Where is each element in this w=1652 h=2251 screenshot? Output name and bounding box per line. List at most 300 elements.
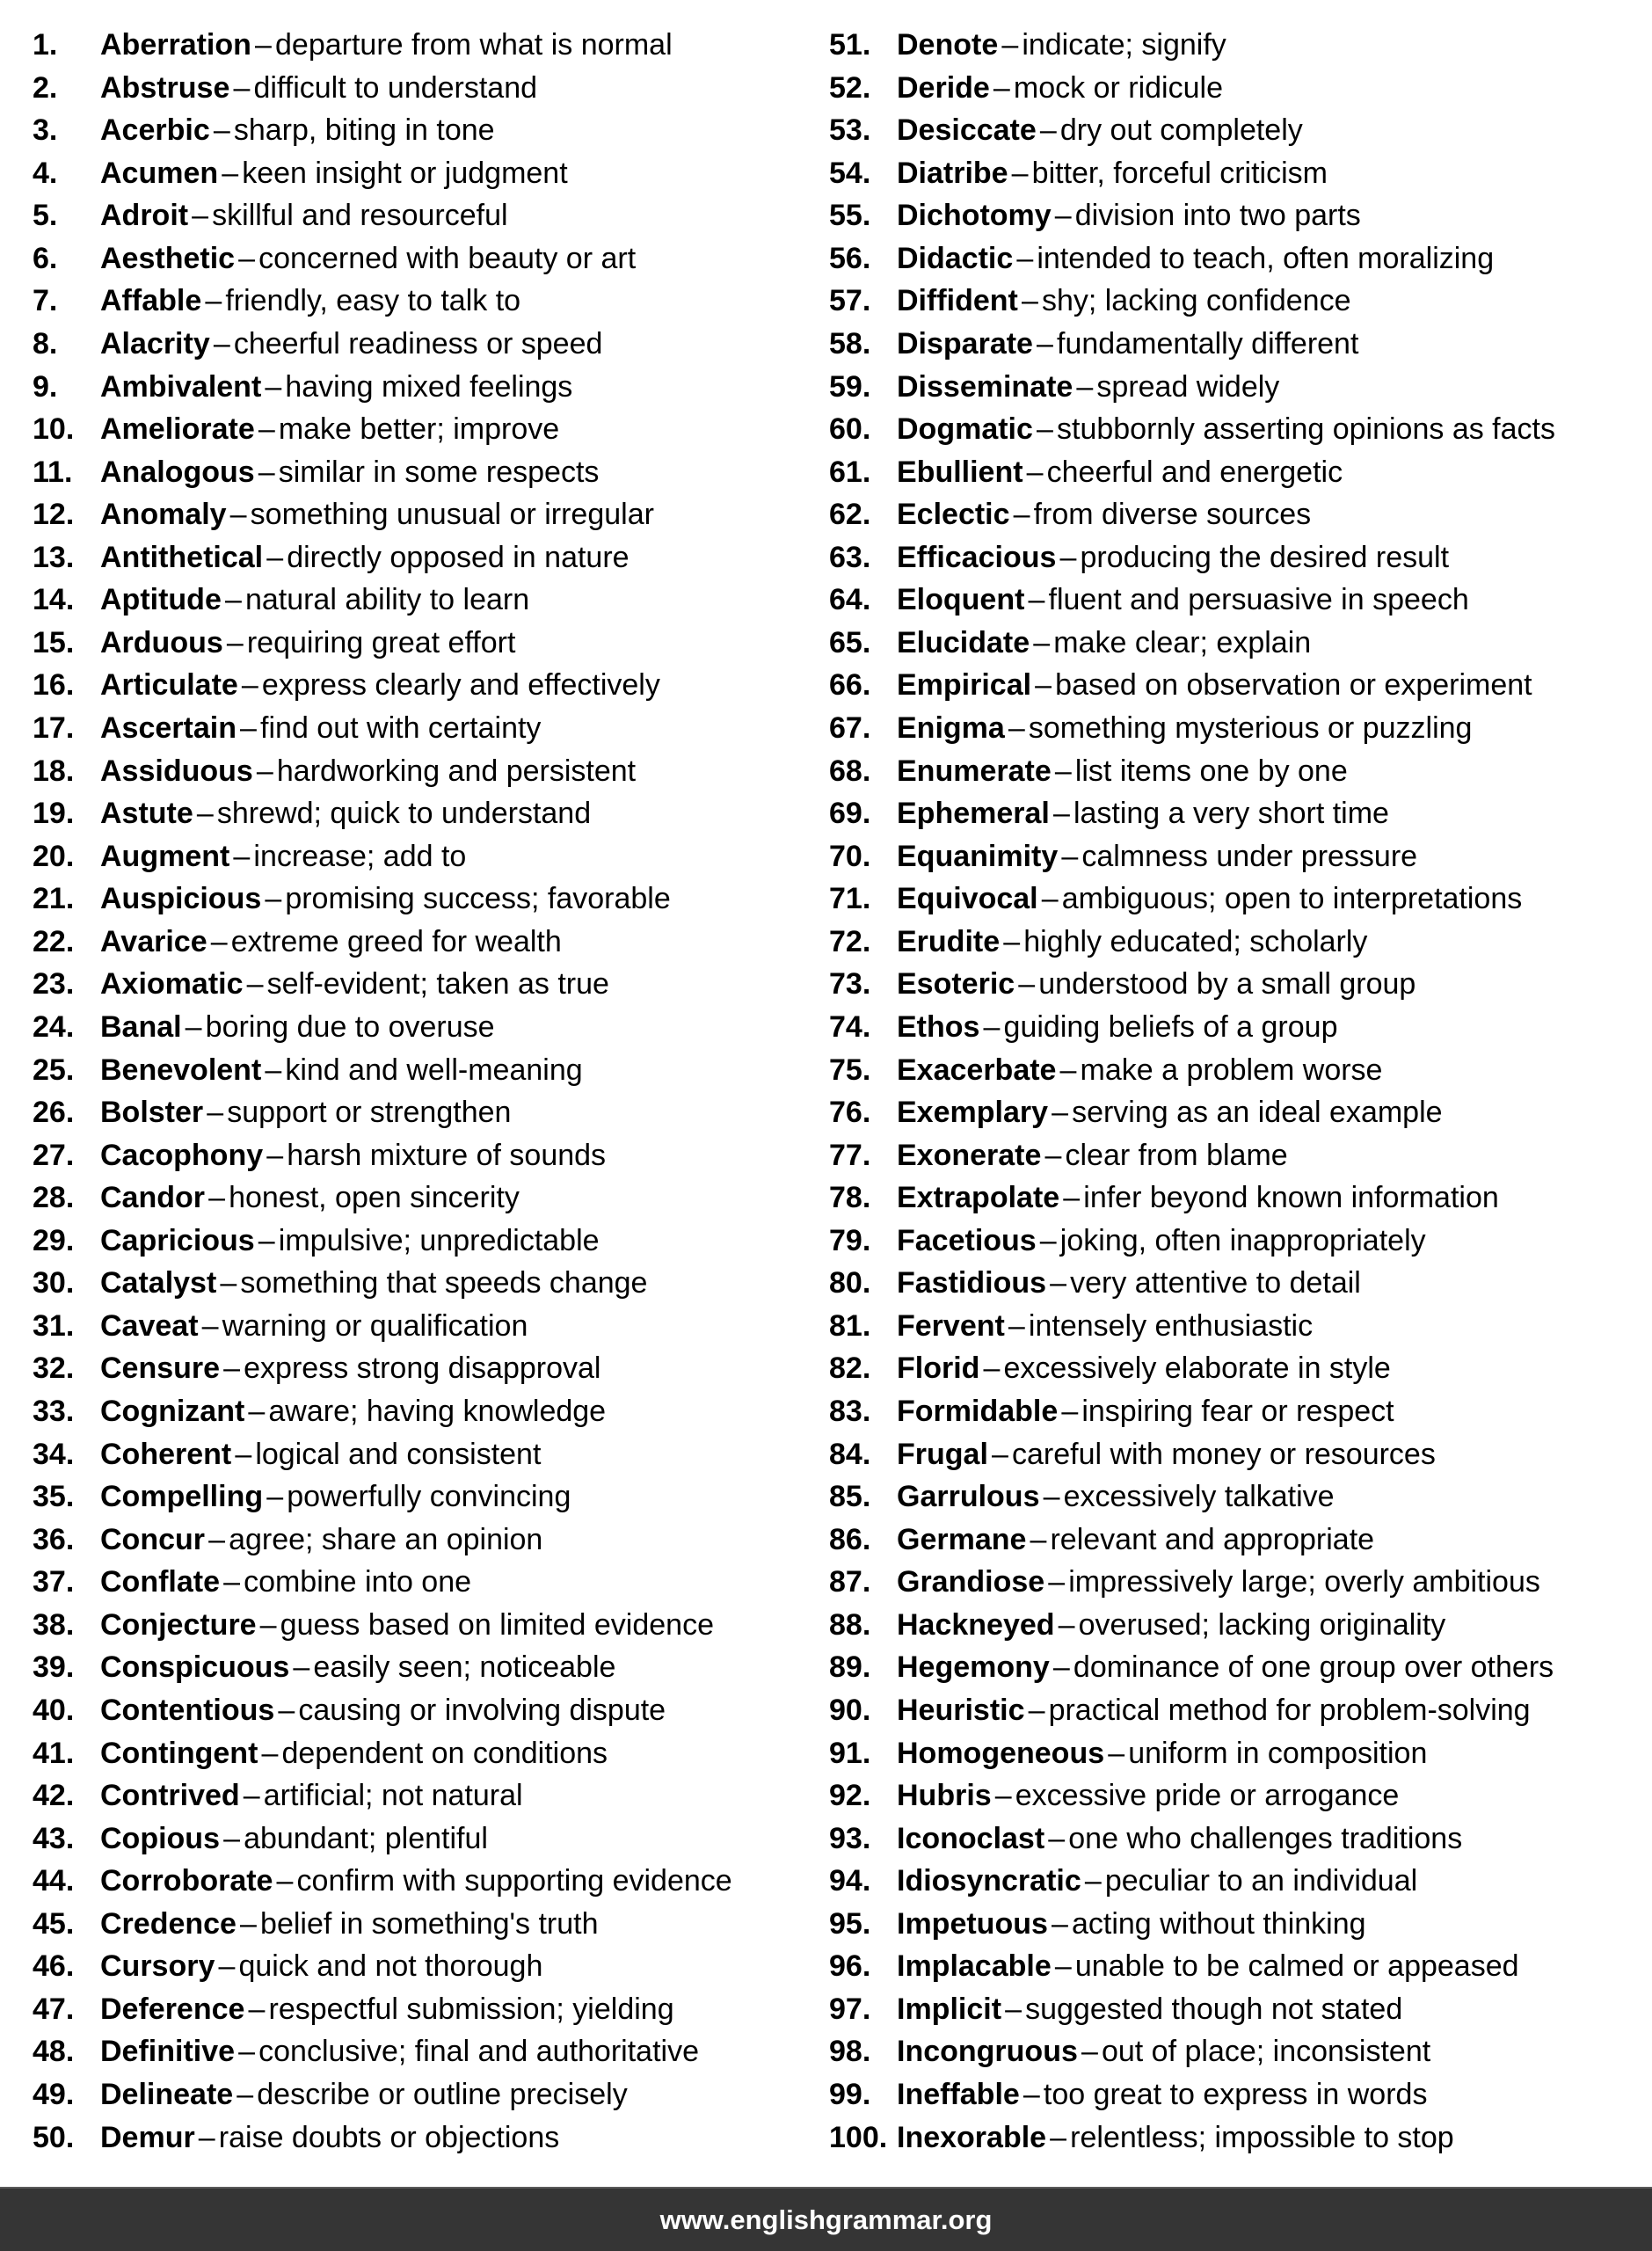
- dash-separator: –: [185, 1009, 202, 1044]
- item-number: 1.: [33, 28, 58, 62]
- dash-separator: –: [1021, 284, 1038, 318]
- vocabulary-definition: honest, open sincerity: [229, 1181, 520, 1215]
- vocabulary-definition: artificial; not natural: [263, 1779, 523, 1813]
- dash-separator: –: [261, 1736, 279, 1770]
- vocabulary-definition: out of place; inconsistent: [1101, 2035, 1431, 2069]
- dash-separator: –: [276, 1864, 294, 1898]
- vocabulary-definition: warning or qualification: [222, 1308, 528, 1343]
- item-number: 3.: [33, 113, 58, 148]
- dash-separator: –: [991, 1437, 1008, 1471]
- vocabulary-term: Formidable: [897, 1395, 1059, 1428]
- vocabulary-definition: overused; lacking originality: [1078, 1607, 1446, 1642]
- dash-separator: –: [192, 199, 209, 233]
- vocabulary-term: Exemplary: [897, 1096, 1048, 1130]
- item-number: 48.: [33, 2035, 75, 2069]
- dash-separator: –: [196, 797, 214, 831]
- item-number: 93.: [829, 1821, 871, 1855]
- vocabulary-item: [829, 1176, 1555, 1220]
- item-number: 32.: [33, 1351, 75, 1386]
- dash-separator: –: [1043, 1480, 1060, 1514]
- vocabulary-item: [33, 1134, 732, 1177]
- dash-separator: –: [993, 70, 1010, 105]
- vocabulary-term: Extrapolate: [897, 1181, 1060, 1215]
- item-number: 2.: [33, 70, 58, 105]
- item-number: 4.: [33, 156, 58, 190]
- item-number: 5.: [33, 199, 58, 233]
- dash-separator: –: [218, 1949, 236, 1984]
- vocabulary-definition: combine into one: [244, 1565, 472, 1599]
- item-number: 59.: [829, 369, 871, 404]
- vocabulary-definition: joking, often inappropriately: [1059, 1223, 1426, 1257]
- vocabulary-definition: sharp, biting in tone: [233, 113, 495, 148]
- vocabulary-term: Grandiose: [897, 1565, 1045, 1599]
- vocabulary-item: [33, 194, 732, 237]
- vocabulary-item: [829, 280, 1555, 323]
- vocabulary-item: [829, 1091, 1555, 1134]
- vocabulary-definition: causing or involving dispute: [298, 1693, 666, 1727]
- dash-separator: –: [1061, 1395, 1079, 1428]
- dash-separator: –: [1039, 1223, 1057, 1257]
- vocabulary-definition: express clearly and effectively: [261, 668, 660, 703]
- vocabulary-item: [33, 1519, 732, 1562]
- item-number: 52.: [829, 70, 871, 105]
- item-number: 38.: [33, 1607, 75, 1642]
- vocabulary-item: [829, 1262, 1555, 1305]
- vocabulary-item: [829, 2073, 1555, 2116]
- item-number: 43.: [33, 1821, 75, 1855]
- item-number: 56.: [829, 241, 871, 275]
- vocabulary-term: Astute: [100, 797, 193, 831]
- vocabulary-term: Candor: [100, 1181, 205, 1215]
- vocabulary-definition: make clear; explain: [1053, 625, 1312, 659]
- vocabulary-term: Enumerate: [897, 754, 1052, 788]
- vocabulary-definition: hardworking and persistent: [276, 754, 637, 788]
- item-number: 47.: [33, 1992, 75, 2026]
- dash-separator: –: [1003, 924, 1021, 958]
- vocabulary-definition: keen insight or judgment: [242, 156, 568, 190]
- vocabulary-item: [33, 408, 732, 451]
- dash-separator: –: [1028, 583, 1045, 617]
- vocabulary-item: [33, 1006, 732, 1049]
- dash-separator: –: [266, 1138, 284, 1172]
- dash-separator: –: [1033, 625, 1051, 659]
- vocabulary-term: Delineate: [100, 2078, 234, 2111]
- dash-separator: –: [266, 540, 284, 574]
- vocabulary-item: [33, 493, 732, 536]
- vocabulary-definition: directly opposed in nature: [287, 540, 630, 574]
- vocabulary-term: Fastidious: [897, 1266, 1047, 1300]
- item-number: 10.: [33, 412, 75, 447]
- vocabulary-definition: friendly, easy to talk to: [225, 284, 521, 318]
- dash-separator: –: [229, 498, 247, 532]
- footer-website-link[interactable]: www.englishgrammar.org: [659, 2204, 993, 2235]
- dash-separator: –: [265, 369, 282, 404]
- vocabulary-item: [829, 1988, 1555, 2031]
- item-number: 34.: [33, 1437, 75, 1471]
- item-number: 91.: [829, 1736, 871, 1770]
- vocabulary-term: Frugal: [897, 1437, 988, 1471]
- vocabulary-item: [33, 1860, 732, 1903]
- dash-separator: –: [1013, 498, 1030, 532]
- vocabulary-item: [33, 1262, 732, 1305]
- vocabulary-item: [33, 67, 732, 110]
- dash-separator: –: [1026, 455, 1044, 489]
- vocabulary-item: [33, 1347, 732, 1390]
- vocabulary-term: Hackneyed: [897, 1607, 1055, 1642]
- vocabulary-definition: intensely enthusiastic: [1028, 1308, 1314, 1343]
- item-number: 30.: [33, 1266, 75, 1300]
- dash-separator: –: [1030, 1522, 1047, 1556]
- dash-separator: –: [238, 2035, 256, 2069]
- vocabulary-term: Alacrity: [100, 326, 210, 361]
- vocabulary-definition: dry out completely: [1059, 113, 1303, 148]
- dash-separator: –: [1108, 1736, 1125, 1770]
- item-number: 75.: [829, 1053, 871, 1087]
- vocabulary-item: [829, 1646, 1555, 1689]
- vocabulary-item: [33, 1988, 732, 2031]
- dash-separator: –: [1084, 1864, 1102, 1898]
- vocabulary-term: Deference: [100, 1992, 245, 2026]
- dash-separator: –: [1005, 1992, 1022, 2026]
- vocabulary-item: [33, 1646, 732, 1689]
- vocabulary-definition: dependent on conditions: [281, 1736, 608, 1770]
- item-number: 98.: [829, 2035, 871, 2069]
- vocabulary-term: Banal: [100, 1009, 182, 1044]
- item-number: 94.: [829, 1864, 871, 1898]
- vocabulary-definition: aware; having knowledge: [268, 1395, 607, 1428]
- vocabulary-item: [829, 24, 1555, 67]
- vocabulary-item: [829, 237, 1555, 280]
- item-number: 44.: [33, 1864, 75, 1898]
- vocabulary-definition: suggested though not stated: [1025, 1992, 1403, 2026]
- vocabulary-term: Demur: [100, 2120, 195, 2154]
- dash-separator: –: [1041, 882, 1059, 916]
- vocabulary-item: [33, 878, 732, 921]
- dash-separator: –: [240, 711, 257, 745]
- vocabulary-item: [829, 493, 1555, 536]
- vocabulary-item: [33, 1433, 732, 1476]
- dash-separator: –: [1054, 1949, 1072, 1984]
- vocabulary-item: [33, 579, 732, 622]
- vocabulary-definition: list items one by one: [1074, 754, 1348, 788]
- vocabulary-item: [829, 1475, 1555, 1519]
- vocabulary-item: [829, 1945, 1555, 1988]
- vocabulary-term: Implacable: [897, 1949, 1052, 1984]
- vocabulary-item: [829, 2116, 1555, 2160]
- vocabulary-term: Abstruse: [100, 70, 230, 105]
- dash-separator: –: [265, 882, 282, 916]
- vocabulary-term: Homogeneous: [897, 1736, 1105, 1770]
- vocabulary-item: [33, 1689, 732, 1732]
- vocabulary-term: Florid: [897, 1351, 980, 1386]
- vocabulary-term: Ethos: [897, 1009, 980, 1044]
- vocabulary-term: Ameliorate: [100, 412, 255, 447]
- dash-separator: –: [259, 1607, 277, 1642]
- vocabulary-term: Catalyst: [100, 1266, 217, 1300]
- vocabulary-definition: agree; share an opinion: [229, 1522, 543, 1556]
- item-number: 41.: [33, 1736, 75, 1770]
- dash-separator: –: [1052, 1650, 1070, 1685]
- item-number: 37.: [33, 1565, 75, 1599]
- vocabulary-item: [829, 451, 1555, 494]
- vocabulary-item: [33, 451, 732, 494]
- vocabulary-definition: serving as an ideal example: [1072, 1096, 1443, 1130]
- vocabulary-definition: respectful submission; yielding: [268, 1992, 674, 2026]
- vocabulary-term: Analogous: [100, 455, 255, 489]
- vocabulary-term: Ephemeral: [897, 797, 1050, 831]
- dash-separator: –: [238, 241, 256, 275]
- vocabulary-term: Aesthetic: [100, 241, 236, 275]
- dash-separator: –: [240, 1906, 257, 1941]
- vocabulary-definition: skillful and resourceful: [212, 199, 508, 233]
- item-number: 8.: [33, 326, 58, 361]
- vocabulary-item: [829, 2030, 1555, 2073]
- dash-separator: –: [1001, 28, 1019, 62]
- vocabulary-item: [829, 1774, 1555, 1818]
- vocabulary-item: [829, 109, 1555, 152]
- item-number: 15.: [33, 625, 75, 659]
- item-number: 81.: [829, 1308, 871, 1343]
- item-number: 29.: [33, 1223, 75, 1257]
- vocabulary-item: [829, 1305, 1555, 1348]
- dash-separator: –: [1051, 1906, 1068, 1941]
- item-number: 24.: [33, 1009, 75, 1044]
- item-number: 88.: [829, 1607, 871, 1642]
- item-number: 77.: [829, 1138, 871, 1172]
- vocabulary-item: [829, 622, 1555, 665]
- dash-separator: –: [1008, 711, 1025, 745]
- vocabulary-definition: fluent and persuasive in speech: [1048, 583, 1469, 617]
- vocabulary-definition: practical method for problem-solving: [1048, 1693, 1531, 1727]
- item-number: 100.: [829, 2120, 888, 2154]
- vocabulary-item: [33, 622, 732, 665]
- vocabulary-term: Hubris: [897, 1779, 992, 1813]
- vocabulary-item: [33, 366, 732, 409]
- vocabulary-item: [829, 1134, 1555, 1177]
- vocabulary-term: Acumen: [100, 156, 219, 190]
- vocabulary-definition: boring due to overuse: [205, 1009, 495, 1044]
- dash-separator: –: [248, 1395, 266, 1428]
- vocabulary-item: [829, 323, 1555, 366]
- vocabulary-term: Capricious: [100, 1223, 255, 1257]
- item-number: 67.: [829, 711, 871, 745]
- vocabulary-item: [33, 2116, 732, 2160]
- vocabulary-term: Empirical: [897, 668, 1032, 703]
- vocabulary-term: Auspicious: [100, 882, 262, 916]
- vocabulary-term: Coherent: [100, 1437, 232, 1471]
- vocabulary-item: [33, 1176, 732, 1220]
- item-number: 39.: [33, 1650, 75, 1685]
- item-number: 97.: [829, 1992, 871, 2026]
- vocabulary-definition: infer beyond known information: [1083, 1181, 1499, 1215]
- vocabulary-term: Compelling: [100, 1480, 264, 1514]
- vocabulary-item: [829, 1604, 1555, 1647]
- vocabulary-item: [829, 1860, 1555, 1903]
- item-number: 58.: [829, 326, 871, 361]
- dash-separator: –: [1061, 839, 1079, 873]
- item-number: 92.: [829, 1779, 871, 1813]
- vocabulary-term: Axiomatic: [100, 967, 244, 1002]
- item-number: 26.: [33, 1096, 75, 1130]
- vocabulary-item: [33, 1561, 732, 1604]
- vocabulary-definition: indicate; signify: [1022, 28, 1226, 62]
- vocabulary-term: Bolster: [100, 1096, 204, 1130]
- vocabulary-term: Exonerate: [897, 1138, 1042, 1172]
- dash-separator: –: [256, 754, 273, 788]
- vocabulary-definition: similar in some respects: [278, 455, 600, 489]
- item-number: 87.: [829, 1565, 871, 1599]
- dash-separator: –: [1037, 326, 1053, 361]
- item-number: 53.: [829, 113, 871, 148]
- dash-separator: –: [233, 70, 251, 105]
- vocabulary-definition: increase; add to: [253, 839, 467, 873]
- vocabulary-definition: promising success; favorable: [285, 882, 671, 916]
- vocabulary-definition: something unusual or irregular: [250, 498, 654, 532]
- vocabulary-term: Eclectic: [897, 498, 1010, 532]
- vocabulary-item: [33, 536, 732, 579]
- vocabulary-item: [829, 1006, 1555, 1049]
- vocabulary-term: Contentious: [100, 1693, 275, 1727]
- dash-separator: –: [1054, 199, 1072, 233]
- item-number: 11.: [33, 455, 73, 489]
- dash-separator: –: [223, 1565, 240, 1599]
- vocabulary-term: Equivocal: [897, 882, 1038, 916]
- vocabulary-term: Censure: [100, 1351, 221, 1386]
- item-number: 82.: [829, 1351, 871, 1386]
- dash-separator: –: [224, 583, 242, 617]
- vocabulary-term: Efficacious: [897, 540, 1057, 574]
- vocabulary-term: Aptitude: [100, 583, 222, 617]
- vocabulary-definition: extreme greed for wealth: [230, 924, 562, 958]
- dash-separator: –: [208, 1181, 225, 1215]
- item-number: 99.: [829, 2078, 871, 2111]
- vocabulary-definition: something that speeds change: [240, 1266, 648, 1300]
- vocabulary-definition: natural ability to learn: [244, 583, 530, 617]
- dash-separator: –: [258, 412, 275, 447]
- vocabulary-definition: find out with certainty: [260, 711, 542, 745]
- vocabulary-term: Cursory: [100, 1949, 215, 1984]
- vocabulary-term: Copious: [100, 1821, 220, 1855]
- vocabulary-definition: impressively large; overly ambitious: [1068, 1565, 1540, 1599]
- vocabulary-term: Corroborate: [100, 1864, 273, 1898]
- vocabulary-item: [829, 1903, 1555, 1946]
- dash-separator: –: [1052, 1096, 1068, 1130]
- vocabulary-term: Affable: [100, 284, 202, 318]
- vocabulary-term: Dogmatic: [897, 412, 1033, 447]
- vocabulary-item: [829, 1561, 1555, 1604]
- vocabulary-definition: calmness under pressure: [1081, 839, 1418, 873]
- item-number: 14.: [33, 583, 75, 617]
- item-number: 60.: [829, 412, 871, 447]
- vocabulary-item: [829, 921, 1555, 964]
- vocabulary-term: Antithetical: [100, 540, 264, 574]
- dash-separator: –: [1052, 797, 1070, 831]
- vocabulary-definition: conclusive; final and authoritative: [258, 2035, 699, 2069]
- vocabulary-term: Impetuous: [897, 1906, 1048, 1941]
- item-number: 73.: [829, 967, 871, 1002]
- vocabulary-item: [829, 835, 1555, 878]
- vocabulary-item: [33, 2073, 732, 2116]
- item-number: 54.: [829, 156, 871, 190]
- vocabulary-term: Adroit: [100, 199, 189, 233]
- item-number: 21.: [33, 882, 75, 916]
- vocabulary-definition: guiding beliefs of a group: [1003, 1009, 1338, 1044]
- vocabulary-definition: relevant and appropriate: [1050, 1522, 1375, 1556]
- vocabulary-item: [33, 1604, 732, 1647]
- vocabulary-term: Idiosyncratic: [897, 1864, 1081, 1898]
- item-number: 33.: [33, 1395, 75, 1428]
- vocabulary-definition: powerfully convincing: [287, 1480, 571, 1514]
- dash-separator: –: [207, 1096, 224, 1130]
- vocabulary-item: [33, 792, 732, 835]
- dash-separator: –: [983, 1351, 1001, 1386]
- dash-separator: –: [258, 1223, 275, 1257]
- dash-separator: –: [1054, 754, 1072, 788]
- dash-separator: –: [1048, 1565, 1066, 1599]
- vocabulary-term: Desiccate: [897, 113, 1037, 148]
- vocabulary-term: Contingent: [100, 1736, 258, 1770]
- vocabulary-list-left-column: [33, 24, 732, 2159]
- dash-separator: –: [226, 625, 244, 659]
- vocabulary-term: Deride: [897, 70, 990, 105]
- vocabulary-term: Credence: [100, 1906, 237, 1941]
- vocabulary-term: Exacerbate: [897, 1053, 1057, 1087]
- item-number: 72.: [829, 924, 871, 958]
- dash-separator: –: [248, 1992, 266, 2026]
- item-number: 96.: [829, 1949, 871, 1984]
- item-number: 50.: [33, 2120, 75, 2154]
- item-number: 68.: [829, 754, 871, 788]
- vocabulary-term: Erudite: [897, 924, 1001, 958]
- item-number: 31.: [33, 1308, 75, 1343]
- vocabulary-item: [33, 707, 732, 750]
- vocabulary-term: Articulate: [100, 668, 238, 703]
- dash-separator: –: [1050, 2120, 1067, 2154]
- dash-separator: –: [210, 924, 228, 958]
- vocabulary-item: [829, 792, 1555, 835]
- item-number: 18.: [33, 754, 75, 788]
- vocabulary-item: [829, 664, 1555, 707]
- item-number: 13.: [33, 540, 75, 574]
- vocabulary-item: [829, 1220, 1555, 1263]
- item-number: 86.: [829, 1522, 871, 1556]
- vocabulary-definition: concerned with beauty or art: [258, 241, 637, 275]
- vocabulary-term: Diffident: [897, 284, 1018, 318]
- vocabulary-term: Fervent: [897, 1308, 1005, 1343]
- vocabulary-item: [33, 1390, 732, 1433]
- item-number: 49.: [33, 2078, 75, 2111]
- vocabulary-term: Avarice: [100, 924, 207, 958]
- vocabulary-term: Concur: [100, 1522, 205, 1556]
- item-number: 17.: [33, 711, 75, 745]
- vocabulary-definition: describe or outline precisely: [257, 2078, 628, 2111]
- vocabulary-definition: departure from what is normal: [275, 28, 673, 62]
- dash-separator: –: [205, 284, 222, 318]
- vocabulary-term: Conflate: [100, 1565, 220, 1599]
- vocabulary-definition: spread widely: [1096, 369, 1280, 404]
- dash-separator: –: [243, 1779, 260, 1813]
- item-number: 83.: [829, 1395, 871, 1428]
- item-number: 85.: [829, 1480, 871, 1514]
- vocabulary-item: [829, 194, 1555, 237]
- dash-separator: –: [1050, 1266, 1067, 1300]
- vocabulary-definition: something mysterious or puzzling: [1028, 711, 1473, 745]
- vocabulary-item: [33, 1091, 732, 1134]
- dash-separator: –: [1035, 668, 1052, 703]
- vocabulary-item: [829, 152, 1555, 195]
- vocabulary-definition: raise doubts or objections: [218, 2120, 560, 2154]
- vocabulary-item: [829, 1433, 1555, 1476]
